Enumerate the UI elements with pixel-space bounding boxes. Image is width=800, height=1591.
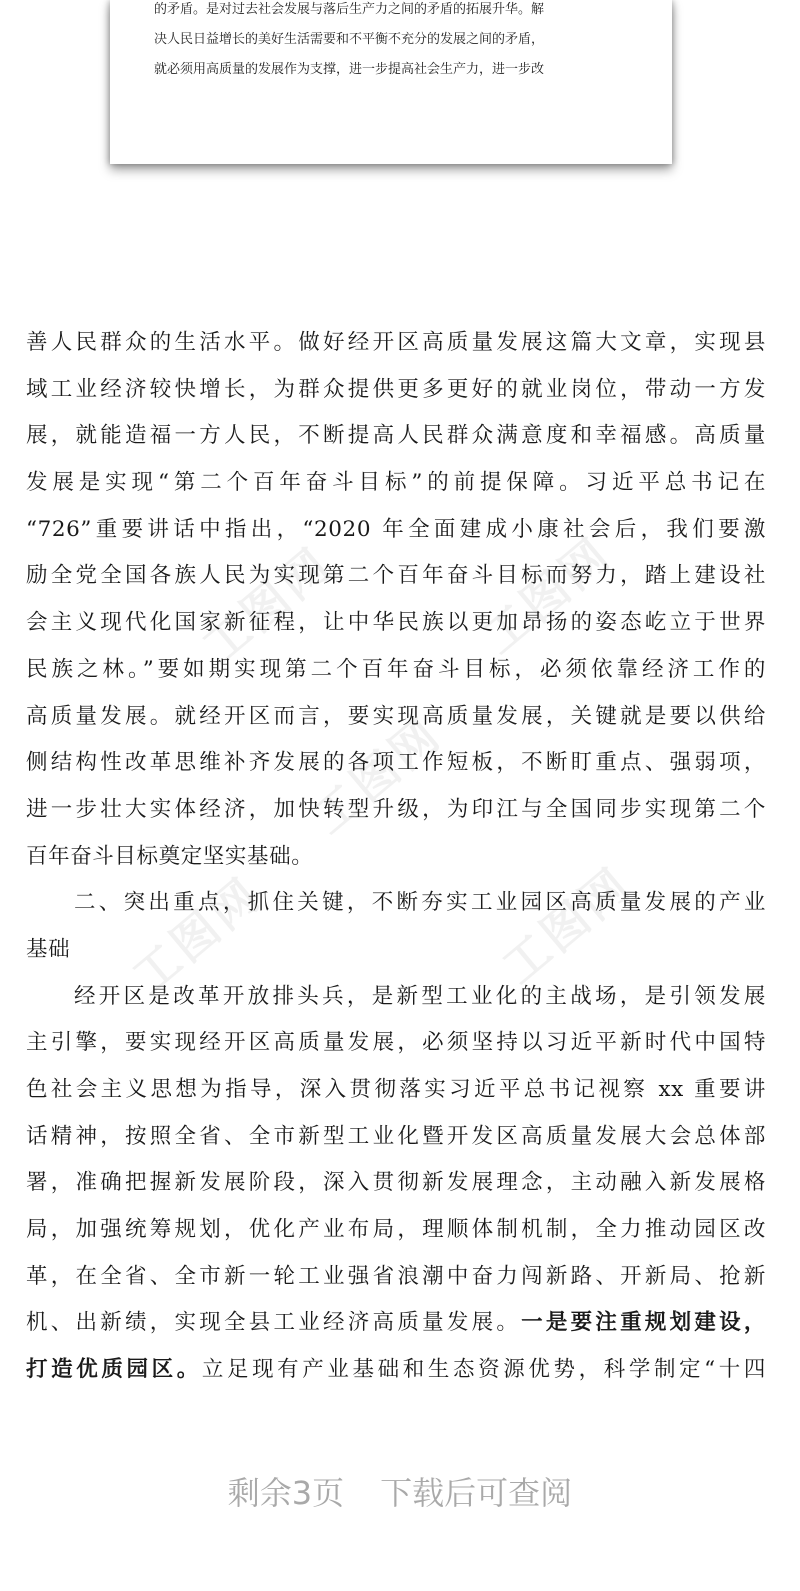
body-line (26, 1347, 766, 1394)
bold-emphasis: 打造优质园区。 (26, 1357, 202, 1383)
body-line: 主引擎，要实现经开区高质量发展，必须坚持以习近平新时代中国特 (26, 1030, 766, 1056)
document-body (26, 320, 766, 1394)
body-line: 民族之林。”要如期实现第二个百年奋斗目标，必须依靠经济工作的 (26, 656, 766, 682)
download-label: 下载后可查阅 (380, 1474, 573, 1512)
watermark: 工图网 (302, 706, 452, 845)
bold-emphasis: 一是要注重规划建设， (521, 1310, 766, 1336)
download-to-read-more-button[interactable] (0, 1466, 800, 1516)
body-line: 色社会主义思想为指导，深入贯彻落实习近平总书记视察 xx 重要讲 (26, 1077, 766, 1102)
previous-page-preview (110, 0, 672, 164)
body-line: 展，就能造福一方人民，不断提高人民群众满意度和幸福感。高质量 (26, 423, 766, 449)
body-line (26, 1300, 766, 1347)
watermark: 工图网 (492, 856, 642, 995)
body-line: 百年奋斗目标奠定坚实基础。 (26, 843, 314, 869)
preview-line: 决人民日益增长的美好生活需要和不平衡不充分的发展之间的矛盾， (154, 32, 545, 47)
section-heading: 二、突出重点，抓住关键，不断夯实工业园区高质量发展的产业 (74, 890, 766, 916)
body-line: 革，在全省、全市新一轮工业强省浪潮中奋力闯新路、开新局、抢新 (26, 1263, 766, 1289)
body-line: 励全党全国各族人民为实现第二个百年奋斗目标而努力，踏上建设社 (26, 563, 766, 589)
body-line-text: 机、出新绩，实现全县工业经济高质量发展。 (26, 1310, 522, 1336)
remaining-pages-label: 剩余3页 (227, 1474, 345, 1512)
body-line: 侧结构性改革思维补齐发展的各项工作短板，不断盯重点、强弱项， (26, 750, 766, 776)
body-line: 发展是实现“第二个百年奋斗目标”的前提保障。习近平总书记在 (26, 470, 766, 496)
body-line: 善人民群众的生活水平。做好经开区高质量发展这篇大文章，实现县 (26, 330, 766, 355)
preview-line: 的矛盾。是对过去社会发展与落后生产力之间的矛盾的拓展升华。解 (154, 2, 545, 17)
body-line: 高质量发展。就经开区而言，要实现高质量发展，关键就是要以供给 (26, 703, 766, 729)
watermark: 工图网 (472, 526, 622, 665)
body-line-text: 立足现有产业基础和生态资源优势，科学制定“十四 (201, 1357, 767, 1383)
preview-line: 就必须用高质量的发展作为支撑，进一步提高社会生产力，进一步改 (154, 62, 545, 77)
body-line: 进一步壮大实体经济，加快转型升级，为印江与全国同步实现第二个 (26, 796, 766, 822)
body-line: 域工业经济较快增长，为群众提供更多更好的就业岗位，带动一方发 (26, 376, 766, 402)
body-line: 局，加强统筹规划，优化产业布局，理顺体制机制，全力推动园区改 (26, 1217, 766, 1243)
section-heading-cont: 基础 (26, 936, 71, 962)
watermark: 工图网 (122, 866, 272, 1005)
body-line: 会主义现代化国家新征程，让中华民族以更加昂扬的姿态屹立于世界 (26, 610, 766, 636)
body-line: 话精神，按照全省、全市新型工业化暨开发区高质量发展大会总体部 (26, 1123, 766, 1149)
body-line: 署，准确把握新发展阶段，深入贯彻新发展理念，主动融入新发展格 (26, 1170, 766, 1196)
watermark: 工图网 (192, 536, 342, 675)
body-line: “726”重要讲话中指出，“2020 年全面建成小康社会后，我们要激 (26, 516, 766, 542)
body-line: 经开区是改革开放排头兵，是新型工业化的主战场，是引领发展 (74, 983, 766, 1009)
